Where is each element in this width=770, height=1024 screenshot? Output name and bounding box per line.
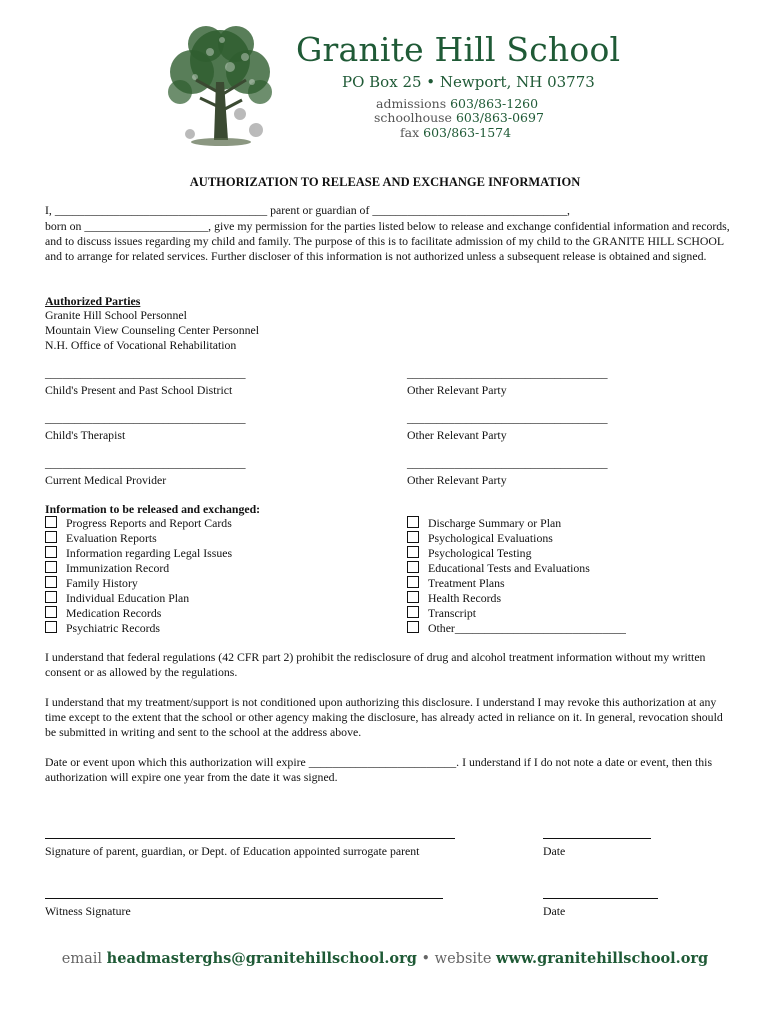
checklist-left: [45, 516, 232, 636]
checklist-label: Transcript: [428, 606, 477, 620]
checklist-label: Family History: [66, 576, 138, 590]
checklist-item[interactable]: [45, 546, 232, 561]
checklist-item[interactable]: [45, 591, 232, 606]
party-label-left-3: Current Medical Provider: [45, 473, 167, 487]
email-label: email: [61, 951, 103, 967]
party-label-right-3: Other Relevant Party: [407, 473, 507, 487]
admissions-phone: 603/863-1260: [450, 96, 539, 111]
checklist-item[interactable]: [407, 561, 626, 576]
checklist-label: Health Records: [428, 591, 502, 605]
authorized-party-1: Granite Hill School Personnel: [45, 308, 187, 322]
treatment-paragraph: I understand that my treatment/support is not conditioned upon authorizing this disclosure. I understand I may revoke this authorization at any time except to the extent that the school or other agency making the disclosure, has already acted in reliance on it. In general, revocation should be submitted in writing and sent to the school at the address above.: [45, 695, 723, 739]
school-name: Granite Hill School: [296, 30, 621, 69]
email-link[interactable]: headmasterghs@granitehillschool.org: [106, 950, 417, 967]
checkbox[interactable]: [45, 531, 57, 543]
checklist-item[interactable]: [407, 591, 626, 606]
checkbox[interactable]: [407, 576, 419, 588]
form-title: AUTHORIZATION TO RELEASE AND EXCHANGE INFORMATION: [189, 175, 581, 189]
checklist-label: Medication Records: [66, 606, 162, 620]
party-blank-right-2[interactable]: __________________________________: [407, 411, 608, 425]
checkbox[interactable]: [407, 591, 419, 603]
checklist-item[interactable]: [45, 531, 232, 546]
admissions-label: admissions: [376, 96, 447, 111]
tree-logo-icon: [160, 22, 280, 150]
website-label: website: [434, 951, 492, 967]
witness-date-line[interactable]: [543, 898, 658, 899]
checklist-label: Evaluation Reports: [66, 531, 157, 545]
checklist-label: Educational Tests and Evaluations: [428, 561, 590, 575]
checklist-label: Psychiatric Records: [66, 621, 161, 635]
intro-paragraph: born on _____________________, give my permission for the parties listed below to release and exchange confidential information and records, and to discuss issues regarding my child and family. The purpose of this is to facilitate admission of my child to the GRANITE HILL SCHOOL and to arrange for related services. Further discloser of this information is not authorized unless a subsequent release is obtained and signed.: [45, 219, 730, 263]
footer-contact: [0, 950, 770, 967]
checklist-label: Psychological Testing: [428, 546, 532, 560]
checklist-item[interactable]: [407, 516, 626, 531]
signature-line[interactable]: [45, 838, 455, 839]
party-blank-right-3[interactable]: __________________________________: [407, 456, 608, 470]
checkbox[interactable]: [45, 591, 57, 603]
witness-label: Witness Signature: [45, 904, 131, 918]
authorized-parties-heading: Authorized Parties: [45, 294, 141, 308]
schoolhouse-contact: [374, 110, 544, 125]
checkbox[interactable]: [45, 516, 57, 528]
checklist-item[interactable]: [407, 606, 626, 621]
checklist-item[interactable]: [45, 516, 232, 531]
intro-line-1: I, ____________________________________ parent or guardian of _________________________________,: [45, 203, 570, 217]
checklist-label: Individual Education Plan: [66, 591, 190, 605]
checklist-item[interactable]: [407, 576, 626, 591]
federal-paragraph: I understand that federal regulations (42 CFR part 2) prohibit the redisclosure of drug and alcohol treatment information without my written consent or as allowed by the regulations.: [45, 650, 706, 679]
expiration-paragraph: Date or event upon which this authorization will expire _________________________. I understand if I do not note a date or event, then this authorization will expire one year from the date it was signed.: [45, 755, 713, 784]
authorized-party-3: N.H. Office of Vocational Rehabilitation: [45, 338, 237, 352]
party-blank-left-2[interactable]: __________________________________: [45, 411, 246, 425]
checkbox[interactable]: [45, 606, 57, 618]
fax-phone: 603/863-1574: [423, 125, 512, 140]
party-blank-right-1[interactable]: __________________________________: [407, 366, 608, 380]
checkbox[interactable]: [45, 576, 57, 588]
school-address: PO Box 25 • Newport, NH 03773: [342, 73, 595, 91]
checklist-label: Information regarding Legal Issues: [66, 546, 233, 560]
signature-date-line[interactable]: [543, 838, 651, 839]
fax-contact: [400, 125, 511, 140]
footer-separator: •: [421, 951, 431, 967]
signature-label: Signature of parent, guardian, or Dept. of Education appointed surrogate parent: [45, 844, 420, 858]
checklist-label: Immunization Record: [66, 561, 170, 575]
website-link[interactable]: www.granitehillschool.org: [496, 950, 709, 967]
checklist-item[interactable]: [407, 621, 626, 636]
checkbox[interactable]: [407, 516, 419, 528]
party-blank-left-3[interactable]: __________________________________: [45, 456, 246, 470]
checkbox[interactable]: [45, 561, 57, 573]
party-blank-left-1[interactable]: __________________________________: [45, 366, 246, 380]
checklist-label: Psychological Evaluations: [428, 531, 553, 545]
checkbox[interactable]: [45, 621, 57, 633]
party-label-right-1: Other Relevant Party: [407, 383, 507, 397]
checkbox[interactable]: [407, 561, 419, 573]
schoolhouse-phone: 603/863-0697: [455, 110, 544, 125]
signature-date-label: Date: [543, 844, 566, 858]
fax-label: fax: [400, 125, 420, 140]
checkbox[interactable]: [45, 546, 57, 558]
checklist-item[interactable]: [45, 621, 232, 636]
checkbox[interactable]: [407, 606, 419, 618]
party-label-left-2: Child's Therapist: [45, 428, 126, 442]
checkbox[interactable]: [407, 621, 419, 633]
schoolhouse-label: schoolhouse: [374, 110, 452, 125]
party-label-left-1: Child's Present and Past School District: [45, 383, 233, 397]
checklist-item[interactable]: [45, 606, 232, 621]
checklist-item[interactable]: [45, 576, 232, 591]
authorized-party-2: Mountain View Counseling Center Personnel: [45, 323, 260, 337]
checklist-label: Other_____________________________: [428, 621, 626, 635]
info-heading: Information to be released and exchanged:: [45, 502, 261, 516]
checklist-label: Progress Reports and Report Cards: [66, 516, 232, 530]
checklist-item[interactable]: [407, 531, 626, 546]
witness-date-label: Date: [543, 904, 566, 918]
party-label-right-2: Other Relevant Party: [407, 428, 507, 442]
checklist-right: [407, 516, 626, 636]
checklist-item[interactable]: [407, 546, 626, 561]
witness-line[interactable]: [45, 898, 443, 899]
checkbox[interactable]: [407, 531, 419, 543]
checklist-item[interactable]: [45, 561, 232, 576]
checklist-label: Discharge Summary or Plan: [428, 516, 562, 530]
checklist-label: Treatment Plans: [428, 576, 505, 590]
admissions-contact: [376, 96, 538, 111]
checkbox[interactable]: [407, 546, 419, 558]
